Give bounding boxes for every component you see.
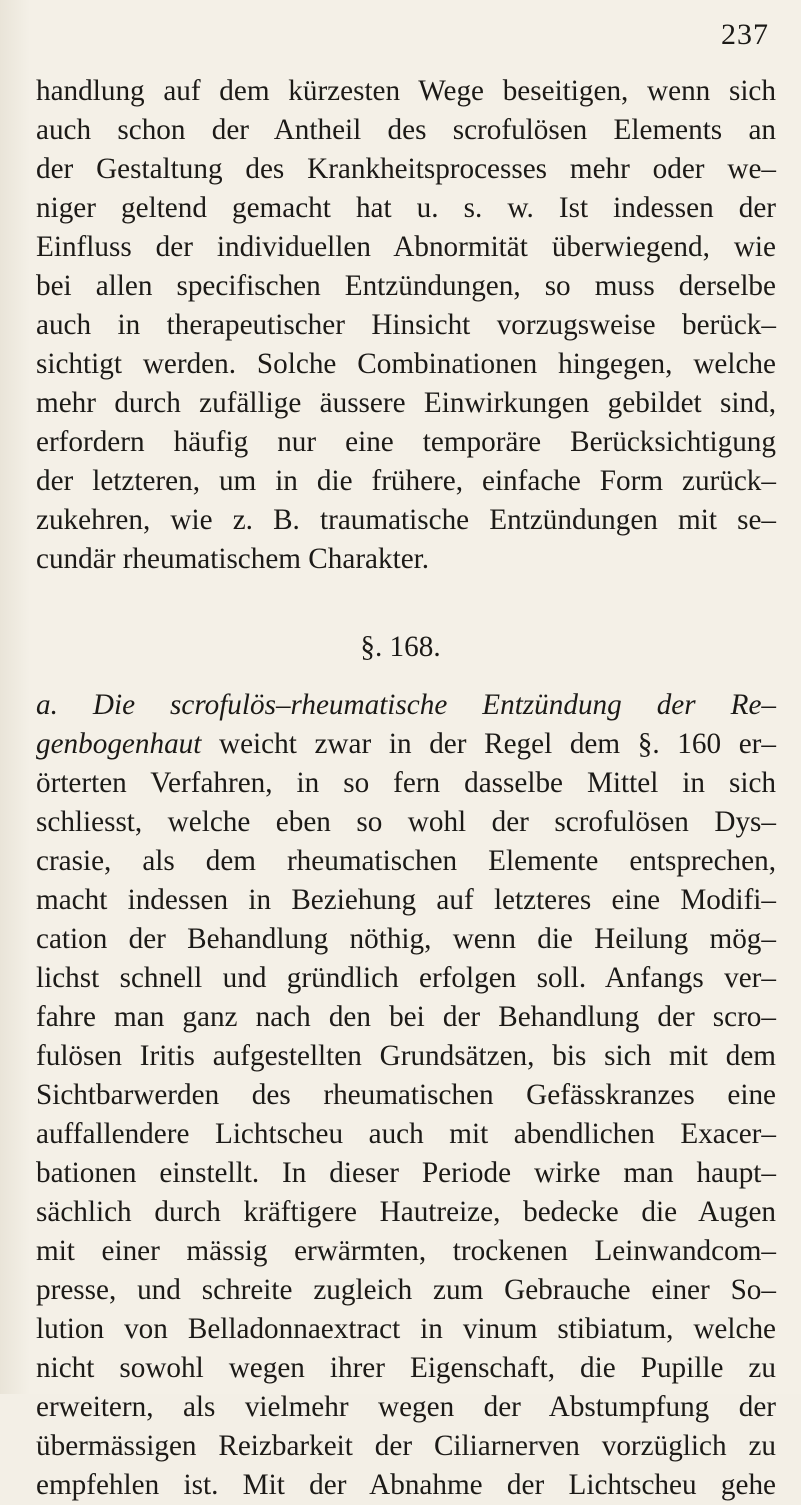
text-line: presse, und schreite zugleich zum Gebrauche einer So– (36, 1274, 776, 1306)
text-line: handlung auf dem kürzesten Wege beseitigen, wenn sich (36, 75, 776, 107)
text-line: cation der Behandlung nöthig, wenn die Heilung mög– (36, 923, 776, 955)
italic-title-line: a. Die scrofulös–rheumatische Entzündung der Re– (36, 689, 776, 721)
text-line: erweitern, als vielmehr wegen der Abstumpfung der (36, 1391, 776, 1423)
text-line: empfehlen ist. Mit der Abnahme der Lichtscheu gehe (36, 1469, 776, 1501)
text-line: niger geltend gemacht hat u. s. w. Ist indessen der (36, 192, 776, 224)
text-line: lution von Belladonnaextract in vinum stibiatum, welche (36, 1313, 776, 1345)
text-line: lichst schnell und gründlich erfolgen soll. Anfangs ver– (36, 962, 776, 994)
paragraph-2-head (36, 686, 776, 764)
text-line (36, 725, 776, 764)
page-number: 237 (721, 18, 769, 51)
text-line: bei allen specifischen Entzündungen, so muss derselbe (36, 270, 776, 302)
text-line: sächlich durch kräftigere Hautreize, bedecke die Augen (36, 1196, 776, 1228)
text-line: fahre man ganz nach den bei der Behandlung der scro– (36, 1001, 776, 1033)
paragraph-1 (36, 72, 776, 579)
text-line: sichtigt werden. Solche Combinationen hingegen, welche (36, 348, 776, 380)
section-heading: §. 168. (360, 631, 441, 663)
text-line: zukehren, wie z. B. traumatische Entzündungen mit se– (36, 504, 776, 536)
text-line: der Gestaltung des Krankheitsprocesses mehr oder we– (36, 153, 776, 185)
text-line: übermässigen Reizbarkeit der Ciliarnerven vorzüglich zu (36, 1430, 776, 1462)
italic-title-segment: genbogenhaut (36, 728, 202, 760)
text-line: auch schon der Antheil des scrofulösen Elements an (36, 114, 776, 146)
text-line: bationen einstellt. In dieser Periode wirke man haupt– (36, 1157, 776, 1189)
text-segment: weicht zwar in der Regel dem §. 160 er– (201, 728, 776, 760)
text-line: mit einer mässig erwärmten, trockenen Leinwandcom– (36, 1235, 776, 1267)
text-line: Sichtbarwerden des rheumatischen Gefässkranzes eine (36, 1079, 776, 1111)
text-line: schliesst, welche eben so wohl der scrofulösen Dys– (36, 806, 776, 838)
text-line: nicht sowohl wegen ihrer Eigenschaft, die Pupille zu (36, 1352, 776, 1384)
text-line: fulösen Iritis aufgestellten Grundsätzen, bis sich mit dem (36, 1040, 776, 1072)
text-line: Einfluss der individuellen Abnormität überwiegend, wie (36, 231, 776, 263)
text-line: auch in therapeutischer Hinsicht vorzugsweise berück– (36, 309, 776, 341)
text-line: örterten Verfahren, in so fern dasselbe Mittel in sich (36, 767, 776, 799)
text-line: auffallendere Lichtscheu auch mit abendlichen Exacer– (36, 1118, 776, 1150)
text-line: erfordern häufig nur eine temporäre Berücksichtigung (36, 426, 776, 458)
text-line: macht indessen in Beziehung auf letzteres eine Modifi– (36, 884, 776, 916)
text-line: cundär rheumatischem Charakter. (36, 543, 430, 575)
text-line: mehr durch zufällige äussere Einwirkungen gebildet sind, (36, 387, 776, 419)
text-line: der letzteren, um in die frühere, einfache Form zurück– (36, 465, 776, 497)
text-line: crasie, als dem rheumatischen Elemente entsprechen, (36, 845, 776, 877)
